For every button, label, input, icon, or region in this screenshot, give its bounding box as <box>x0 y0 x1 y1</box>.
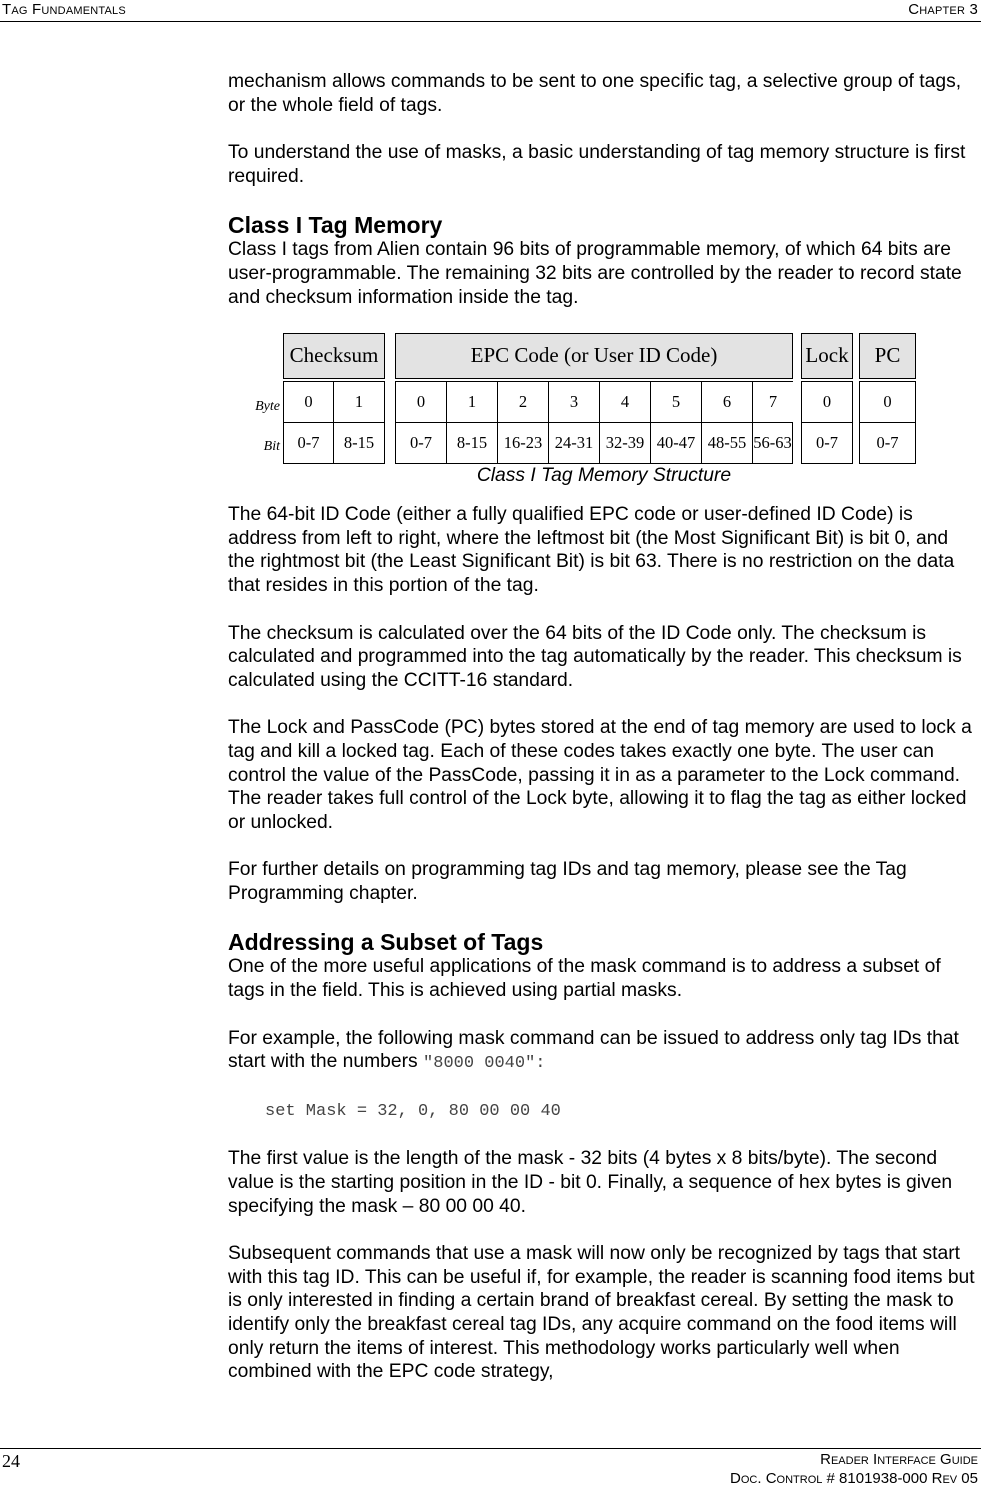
bit-cell: 16-23 <box>497 422 549 464</box>
bit-cell: 40-47 <box>650 422 702 464</box>
diagram-caption: Class I Tag Memory Structure <box>476 465 732 487</box>
page-header <box>0 0 981 22</box>
epc-code-box: EPC Code (or User ID Code) <box>395 333 793 379</box>
byte-cell: 3 <box>548 381 600 423</box>
byte-cell: 6 <box>701 381 753 423</box>
bit-cell: 48-55 <box>701 422 753 464</box>
bit-cell: 0-7 <box>801 422 853 464</box>
byte-cell: 0 <box>801 381 853 423</box>
bit-cell: 0-7 <box>395 422 447 464</box>
footer-guide-title: Reader Interface Guide <box>820 1451 978 1468</box>
section-heading: Class I Tag Memory <box>228 212 443 239</box>
bit-cell: 24-31 <box>548 422 600 464</box>
paragraph: The first value is the length of the mask - 32 bits (4 bytes x 8 bits/byte). The second value is the starting position in the ID - bit 0. Finally, a sequence of hex bytes is given specifying the mask – 80 00 00 40. <box>228 1148 953 1217</box>
bit-cell: 0-7 <box>859 422 916 464</box>
paragraph: The 64-bit ID Code (either a fully qualified EPC code or user-defined ID Code) is address from left to right, where the leftmost bit (the Most Significant Bit) is bit 0, and the rightmost bit (the Least Significant Bit) is bit 63. There is no restriction on the data that resides in this portion of the tag. <box>228 504 955 596</box>
bit-cell: 0-7 <box>283 422 334 464</box>
header-chapter: Chapter 3 <box>908 1 978 18</box>
bit-cell: 8-15 <box>333 422 385 464</box>
pc-box: PC <box>859 333 916 379</box>
lock-box: Lock <box>801 333 853 379</box>
bit-cell: 8-15 <box>446 422 498 464</box>
byte-cell: 0 <box>283 381 334 423</box>
byte-cell: 4 <box>599 381 651 423</box>
checksum-box: Checksum <box>283 333 385 379</box>
byte-cell: 1 <box>446 381 498 423</box>
byte-cell: 0 <box>395 381 447 423</box>
footer-doc-control: Doc. Control # 8101938-000 Rev 05 <box>730 1470 978 1487</box>
page-number: 24 <box>2 1451 20 1471</box>
byte-cell: 7 <box>752 381 793 423</box>
paragraph-text: For example, the following mask command can be issued to address only tag IDs that start with the numbers <box>228 1027 959 1073</box>
inline-code: "8000 0040": <box>423 1054 546 1074</box>
page-body <box>228 70 980 1408</box>
section-heading: Addressing a Subset of Tags <box>228 929 544 956</box>
paragraph: Class I tags from Alien contain 96 bits of programmable memory, of which 64 bits are user-programmable. The remaining 32 bits are controlled by the reader to record state and checksum information inside the tag. <box>228 239 962 308</box>
byte-row-label: Byte <box>255 399 280 415</box>
footer-rule <box>0 1448 981 1449</box>
byte-cell: 1 <box>333 381 385 423</box>
paragraph: mechanism allows commands to be sent to one specific tag, a selective group of tags, or the whole field of tags. <box>228 71 962 116</box>
paragraph: The Lock and PassCode (PC) bytes stored at the end of tag memory are used to lock a tag and kill a locked tag. Each of these codes takes exactly one byte. The user can control the value of the PassCode, passing it in as a parameter to the Lock command. The reader takes full control of the Lock byte, allowing it to flag the tag as either locked or unlocked. <box>228 717 972 833</box>
paragraph <box>228 1027 980 1076</box>
paragraph: The checksum is calculated over the 64 bits of the ID Code only. The checksum is calculated and programmed into the tag automatically by the reader. This checksum is calculated using the CCITT-16 standard. <box>228 622 962 691</box>
byte-cell: 2 <box>497 381 549 423</box>
paragraph: To understand the use of masks, a basic understanding of tag memory structure is first required. <box>228 142 966 187</box>
tag-memory-diagram <box>228 333 980 503</box>
paragraph: Subsequent commands that use a mask will now only be recognized by tags that start with this tag ID. This can be useful if, for example, the reader is scanning food items but is only interested in finding a certain brand of breakfast cereal. By setting the mask to identify only the breakfast cereal tag IDs, any acquire command on the food items will only return the items of interest. This methodology works particularly well when combined with the EPC code strategy, <box>228 1243 975 1383</box>
header-section-title: Tag Fundamentals <box>2 1 126 18</box>
code-sample: set Mask = 32, 0, 80 00 00 40 <box>265 1101 561 1121</box>
bit-cell: 32-39 <box>599 422 651 464</box>
bit-cell: 56-63 <box>752 422 793 464</box>
byte-cell: 0 <box>859 381 916 423</box>
bit-row-label: Bit <box>263 439 280 455</box>
byte-cell: 5 <box>650 381 702 423</box>
paragraph: One of the more useful applications of the mask command is to address a subset of tags in the field. This is achieved using partial masks. <box>228 956 941 1002</box>
paragraph: For further details on programming tag IDs and tag memory, please see the Tag Programming chapter. <box>228 859 907 904</box>
